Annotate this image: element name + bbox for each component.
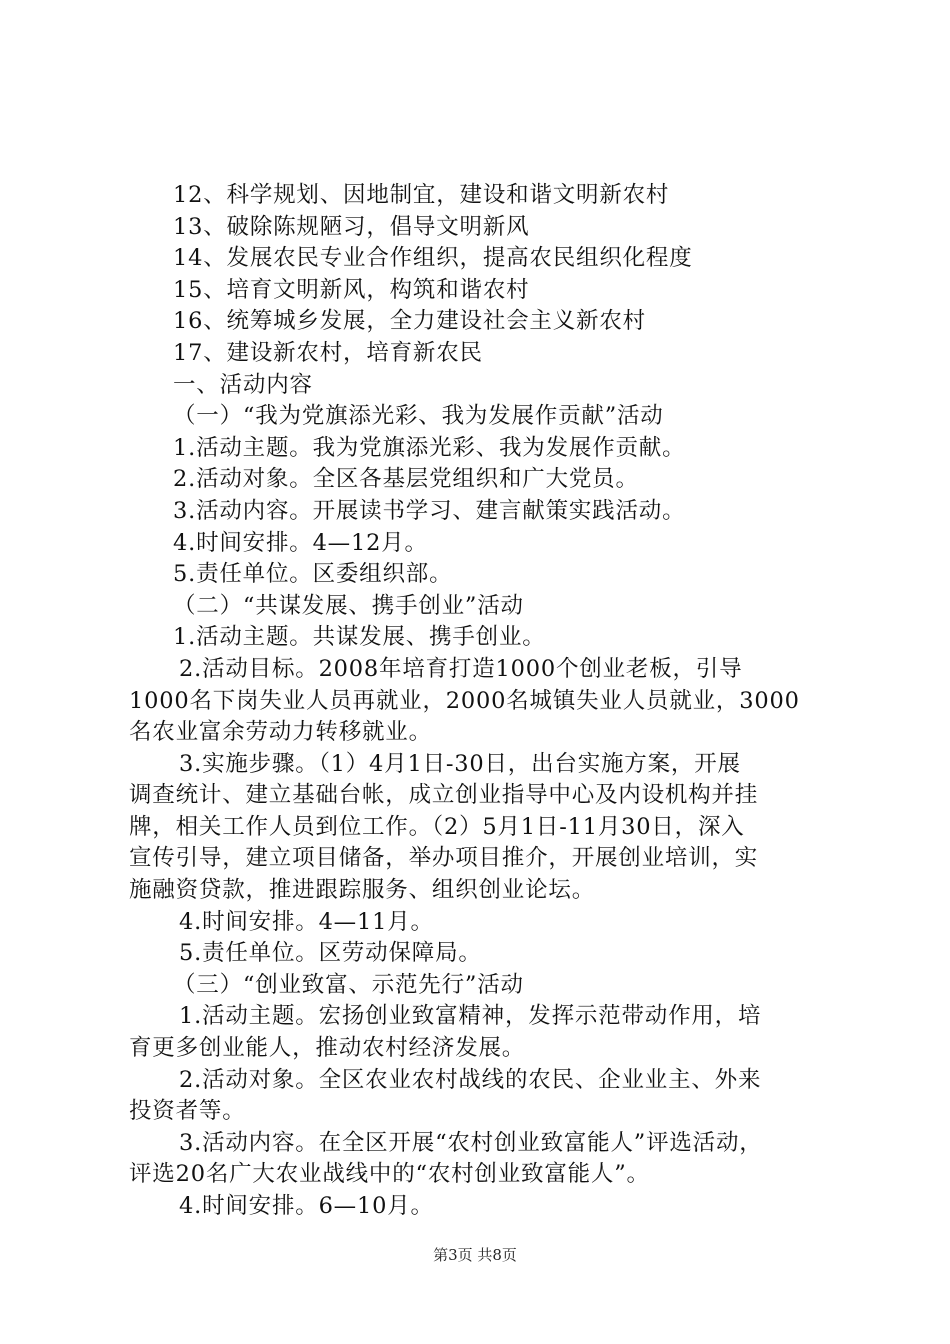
subsection-heading-2: （二）“共谋发展、携手创业”活动 xyxy=(173,592,524,619)
s2-steps-line-4: 宣传引导，建立项目储备，举办项目推介，开展创业培训，实 xyxy=(129,845,759,872)
s1-content: 3.活动内容。开展读书学习、建言献策实践活动。 xyxy=(173,497,686,524)
s3-theme-line-2: 育更多创业能人，推动农村经济发展。 xyxy=(129,1035,526,1062)
s1-theme: 1.活动主题。我为党旗添光彩、我为发展作贡献。 xyxy=(173,434,686,461)
s2-goal-line-1: 2.活动目标。2008年培育打造1000个创业老板，引导 xyxy=(179,655,743,682)
s3-content-paragraph xyxy=(129,1128,834,1191)
s3-theme-line-1: 1.活动主题。宏扬创业致富精神，发挥示范带动作用，培 xyxy=(179,1003,762,1030)
s3-content-line-1: 3.活动内容。在全区开展“农村创业致富能人”评选活动， xyxy=(179,1129,763,1156)
page-footer: 第3页 共8页 xyxy=(433,1246,517,1264)
s2-time: 4.时间安排。4—11月。 xyxy=(179,908,434,935)
s2-unit: 5.责任单位。区劳动保障局。 xyxy=(179,940,482,967)
slogan-13: 13、破除陈规陋习，倡导文明新风 xyxy=(173,213,530,240)
s3-theme-paragraph xyxy=(129,1001,834,1064)
s2-goal-line-2: 1000名下岗失业人员再就业，2000名城镇失业人员就业，3000 xyxy=(129,687,800,714)
s2-steps-line-5: 施融资贷款，推进跟踪服务、组织创业论坛。 xyxy=(129,877,596,904)
s3-target-line-1: 2.活动对象。全区农业农村战线的农民、企业业主、外来 xyxy=(179,1066,762,1093)
subsection-heading-3: （三）“创业致富、示范先行”活动 xyxy=(173,971,524,998)
s2-steps-line-1: 3.实施步骤。（1）4月1日-30日，出台实施方案，开展 xyxy=(179,750,741,777)
slogan-16: 16、统筹城乡发展，全力建设社会主义新农村 xyxy=(173,308,646,335)
s1-time: 4.时间安排。4—12月。 xyxy=(173,529,428,556)
s3-content-line-2: 评选20名广大农业战线中的“农村创业致富能人”。 xyxy=(129,1161,650,1188)
slogan-14: 14、发展农民专业合作组织，提高农民组织化程度 xyxy=(173,245,693,272)
s2-steps-line-2: 调查统计、建立基础台帐，成立创业指导中心及内设机构并挂 xyxy=(129,782,759,809)
slogan-12: 12、科学规划、因地制宜，建设和谐文明新农村 xyxy=(173,182,670,208)
s2-goal-paragraph xyxy=(129,654,834,749)
s2-steps-line-3: 牌，相关工作人员到位工作。（2）5月1日-11月30日，深入 xyxy=(129,813,745,840)
document-body xyxy=(129,180,834,1223)
slogan-15: 15、培育文明新风，构筑和谐农村 xyxy=(173,276,530,303)
s3-target-line-2: 投资者等。 xyxy=(129,1098,246,1125)
section-heading-activities: 一、活动内容 xyxy=(173,371,313,398)
s3-target-paragraph xyxy=(129,1065,834,1128)
s3-time: 4.时间安排。6—10月。 xyxy=(179,1193,434,1219)
s2-theme: 1.活动主题。共谋发展、携手创业。 xyxy=(173,624,546,651)
s1-unit: 5.责任单位。区委组织部。 xyxy=(173,561,453,588)
s2-steps-paragraph xyxy=(129,749,834,907)
subsection-heading-1: （一）“我为党旗添光彩、我为发展作贡献”活动 xyxy=(173,403,664,430)
s1-target: 2.活动对象。全区各基层党组织和广大党员。 xyxy=(173,466,639,493)
slogan-17: 17、建设新农村，培育新农民 xyxy=(173,339,483,366)
s2-goal-line-3: 名农业富余劳动力转移就业。 xyxy=(129,719,432,746)
